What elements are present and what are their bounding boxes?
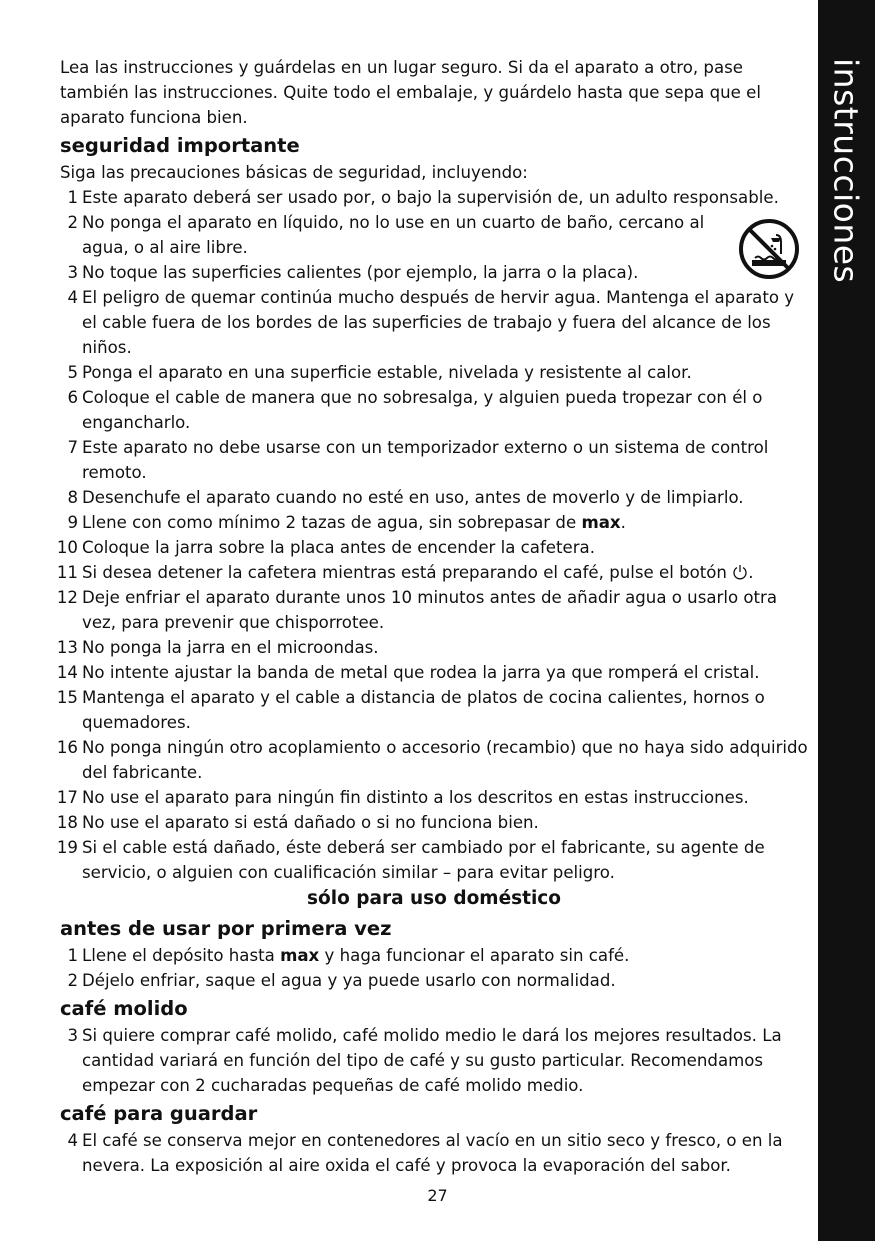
list-item: [60, 385, 808, 435]
list-item: [56, 535, 808, 560]
list-item: [60, 210, 808, 260]
safety-heading: seguridad importante: [60, 134, 300, 157]
item-text: Llene el depósito hasta: [82, 946, 281, 965]
power-icon: [732, 564, 748, 580]
item-text: No ponga ningún otro acoplamiento o accesorio (recambio) que no haya sido adquirido del fabricante.: [82, 738, 808, 782]
list-item: [60, 360, 808, 385]
item-text-end: y haga funcionar el aparato sin café.: [319, 946, 630, 965]
document-body: [56, 55, 808, 1178]
list-item: [60, 968, 808, 993]
item-text: Déjelo enfriar, saque el agua y ya puede usarlo con normalidad.: [82, 971, 616, 990]
max-label: max: [581, 513, 621, 532]
item-text: Llene con como mínimo 2 tazas de agua, sin sobrepasar de: [82, 513, 582, 532]
item-number: 9: [67, 513, 78, 532]
item-number: 3: [67, 263, 78, 282]
item-number: 15: [56, 688, 78, 707]
list-item: [60, 943, 808, 968]
list-item: [56, 585, 808, 635]
item-text: Ponga el aparato en una superficie estable, nivelada y resistente al calor.: [82, 363, 692, 382]
item-number: 6: [67, 388, 78, 407]
list-item: [56, 735, 808, 785]
item-number: 19: [56, 838, 78, 857]
item-number: 10: [56, 538, 78, 557]
list-item: [60, 1023, 808, 1098]
first-use-heading: antes de usar por primera vez: [60, 917, 392, 940]
item-number: 8: [67, 488, 78, 507]
item-text: El peligro de quemar continúa mucho después de hervir agua. Mantenga el aparato y el cable fuera de los bordes de las superficies de trabajo y fuera del alcance de los niños.: [82, 288, 795, 357]
first-use-list: [60, 943, 808, 993]
storing-coffee-list: [60, 1128, 808, 1178]
item-number: 3: [67, 1026, 78, 1045]
side-tab: [818, 0, 875, 1241]
page-number: 27: [427, 1186, 448, 1205]
item-text: No toque las superficies calientes (por ejemplo, la jarra o la placa).: [82, 263, 639, 282]
item-number: 2: [67, 213, 78, 232]
item-number: 16: [56, 738, 78, 757]
item-text: Deje enfriar el aparato durante unos 10 minutos antes de añadir agua o usarlo otra vez, para prevenir que chisporrotee.: [82, 588, 778, 632]
list-item: [56, 835, 808, 885]
list-item: [60, 285, 808, 360]
side-tab-label: instrucciones: [826, 58, 866, 284]
item-text: No ponga el aparato en líquido, no lo use en un cuarto de baño, cercano al agua, o al aire libre.: [82, 213, 705, 257]
list-item: [60, 1128, 808, 1178]
list-item: [56, 560, 808, 585]
list-item: [60, 485, 808, 510]
item-number: 7: [67, 438, 78, 457]
list-item: [60, 435, 808, 485]
item-number: 11: [56, 563, 78, 582]
item-number: 4: [67, 1131, 78, 1150]
list-item: [56, 810, 808, 835]
item-number: 5: [67, 363, 78, 382]
list-item: [56, 660, 808, 685]
list-item: [56, 635, 808, 660]
intro-paragraph: Lea las instrucciones y guárdelas en un lugar seguro. Si da el aparato a otro, pase también las instrucciones. Quite todo el embalaje, y guárdelo hasta que sepa que el aparato funciona bien.: [60, 58, 761, 127]
item-text: Este aparato deberá ser usado por, o bajo la supervisión de, un adulto responsable.: [82, 188, 779, 207]
item-text: No intente ajustar la banda de metal que rodea la jarra ya que romperá el cristal.: [82, 663, 760, 682]
item-text-end: .: [620, 513, 626, 532]
item-number: 13: [56, 638, 78, 657]
list-item: [60, 185, 808, 210]
safety-lead: Siga las precauciones básicas de seguridad, incluyendo:: [60, 163, 528, 182]
item-number: 14: [56, 663, 78, 682]
list-item: [60, 260, 808, 285]
item-text: No ponga la jarra en el microondas.: [82, 638, 379, 657]
list-item: [56, 785, 808, 810]
item-number: 2: [67, 971, 78, 990]
item-text: Si desea detener la cafetera mientras está preparando el café, pulse el botón: [82, 563, 733, 582]
item-text: Coloque el cable de manera que no sobresalga, y alguien pueda tropezar con él o engancharlo.: [82, 388, 763, 432]
item-number: 4: [67, 288, 78, 307]
item-number: 12: [56, 588, 78, 607]
list-item: [56, 685, 808, 735]
list-item: [60, 510, 808, 535]
item-text: Desenchufe el aparato cuando no esté en uso, antes de moverlo y de limpiarlo.: [82, 488, 744, 507]
ground-coffee-list: [60, 1023, 808, 1098]
item-text: Si quiere comprar café molido, café molido medio le dará los mejores resultados. La cantidad variará en función del tipo de café y su gusto particular. Recomendamos empezar con 2 cucharadas pequeñas de café molido medio.: [82, 1026, 782, 1095]
item-text: No use el aparato si está dañado o si no funciona bien.: [82, 813, 539, 832]
item-text: Coloque la jarra sobre la placa antes de encender la cafetera.: [82, 538, 595, 557]
item-text: Este aparato no debe usarse con un temporizador externo o un sistema de control remoto.: [82, 438, 769, 482]
item-number: 18: [56, 813, 78, 832]
item-text: Mantenga el aparato y el cable a distancia de platos de cocina calientes, hornos o quemadores.: [82, 688, 765, 732]
max-label: max: [280, 946, 320, 965]
item-text: No use el aparato para ningún fin distinto a los descritos en estas instrucciones.: [82, 788, 749, 807]
domestic-use-notice: sólo para uso doméstico: [307, 888, 561, 909]
item-number: 1: [67, 946, 78, 965]
item-text: El café se conserva mejor en contenedores al vacío en un sitio seco y fresco, o en la nevera. La exposición al aire oxida el café y provoca la evaporación del sabor.: [82, 1131, 783, 1175]
safety-list: [56, 185, 808, 885]
item-text: Si el cable está dañado, éste deberá ser cambiado por el fabricante, su agente de servicio, o alguien con cualificación similar – para evitar peligro.: [82, 838, 765, 882]
ground-coffee-heading: café molido: [60, 997, 188, 1020]
item-number: 17: [56, 788, 78, 807]
storing-coffee-heading: café para guardar: [60, 1102, 258, 1125]
item-text-end: .: [748, 563, 754, 582]
item-number: 1: [67, 188, 78, 207]
